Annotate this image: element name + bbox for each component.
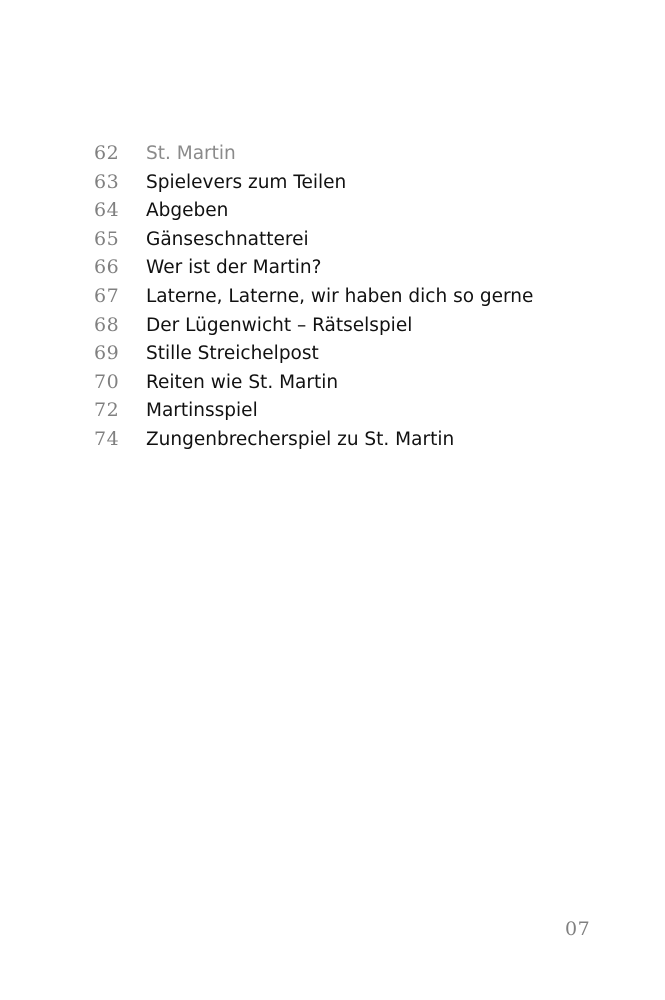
toc-entry bbox=[94, 396, 614, 425]
toc-entry bbox=[94, 282, 614, 311]
toc-page-number: 74 bbox=[94, 427, 120, 450]
toc-page-number: 66 bbox=[94, 256, 120, 279]
toc-page-number: 70 bbox=[94, 370, 120, 393]
toc-entry-title: Stille Streichelpost bbox=[146, 343, 319, 365]
toc-entry bbox=[94, 425, 614, 454]
toc-entry bbox=[94, 339, 614, 368]
toc-entry-title: Spielevers zum Teilen bbox=[146, 171, 347, 193]
toc-entry bbox=[94, 368, 614, 397]
toc-entry-title: Abgeben bbox=[146, 200, 229, 222]
toc-entry-title: Der Lügenwicht – Rätselspiel bbox=[146, 314, 413, 336]
table-of-contents bbox=[94, 139, 614, 454]
toc-page-number: 67 bbox=[94, 284, 120, 307]
toc-page-number: 69 bbox=[94, 342, 120, 365]
toc-entry bbox=[94, 225, 614, 254]
toc-entry-title: Reiten wie St. Martin bbox=[146, 371, 339, 393]
toc-entry-title: St. Martin bbox=[146, 143, 236, 164]
toc-entry-title: Wer ist der Martin? bbox=[146, 257, 322, 279]
toc-page-number: 64 bbox=[94, 199, 120, 222]
toc-entry-title: Laterne, Laterne, wir haben dich so gerne bbox=[146, 285, 534, 307]
toc-entry bbox=[94, 311, 614, 340]
page-number: 07 bbox=[565, 918, 591, 940]
toc-page-number: 72 bbox=[94, 399, 120, 422]
toc-entry-title: Gänseschnatterei bbox=[146, 228, 309, 250]
toc-entry-title: Zungenbrecherspiel zu St. Martin bbox=[146, 428, 455, 450]
toc-entry bbox=[94, 168, 614, 197]
toc-page-number: 62 bbox=[94, 142, 120, 164]
toc-page-number: 65 bbox=[94, 227, 120, 250]
toc-entry bbox=[94, 253, 614, 282]
toc-entry bbox=[94, 196, 614, 225]
toc-page-number: 68 bbox=[94, 313, 120, 336]
toc-entry-title: Martinsspiel bbox=[146, 400, 258, 422]
toc-page-number: 63 bbox=[94, 170, 120, 193]
toc-section-heading bbox=[94, 139, 614, 168]
